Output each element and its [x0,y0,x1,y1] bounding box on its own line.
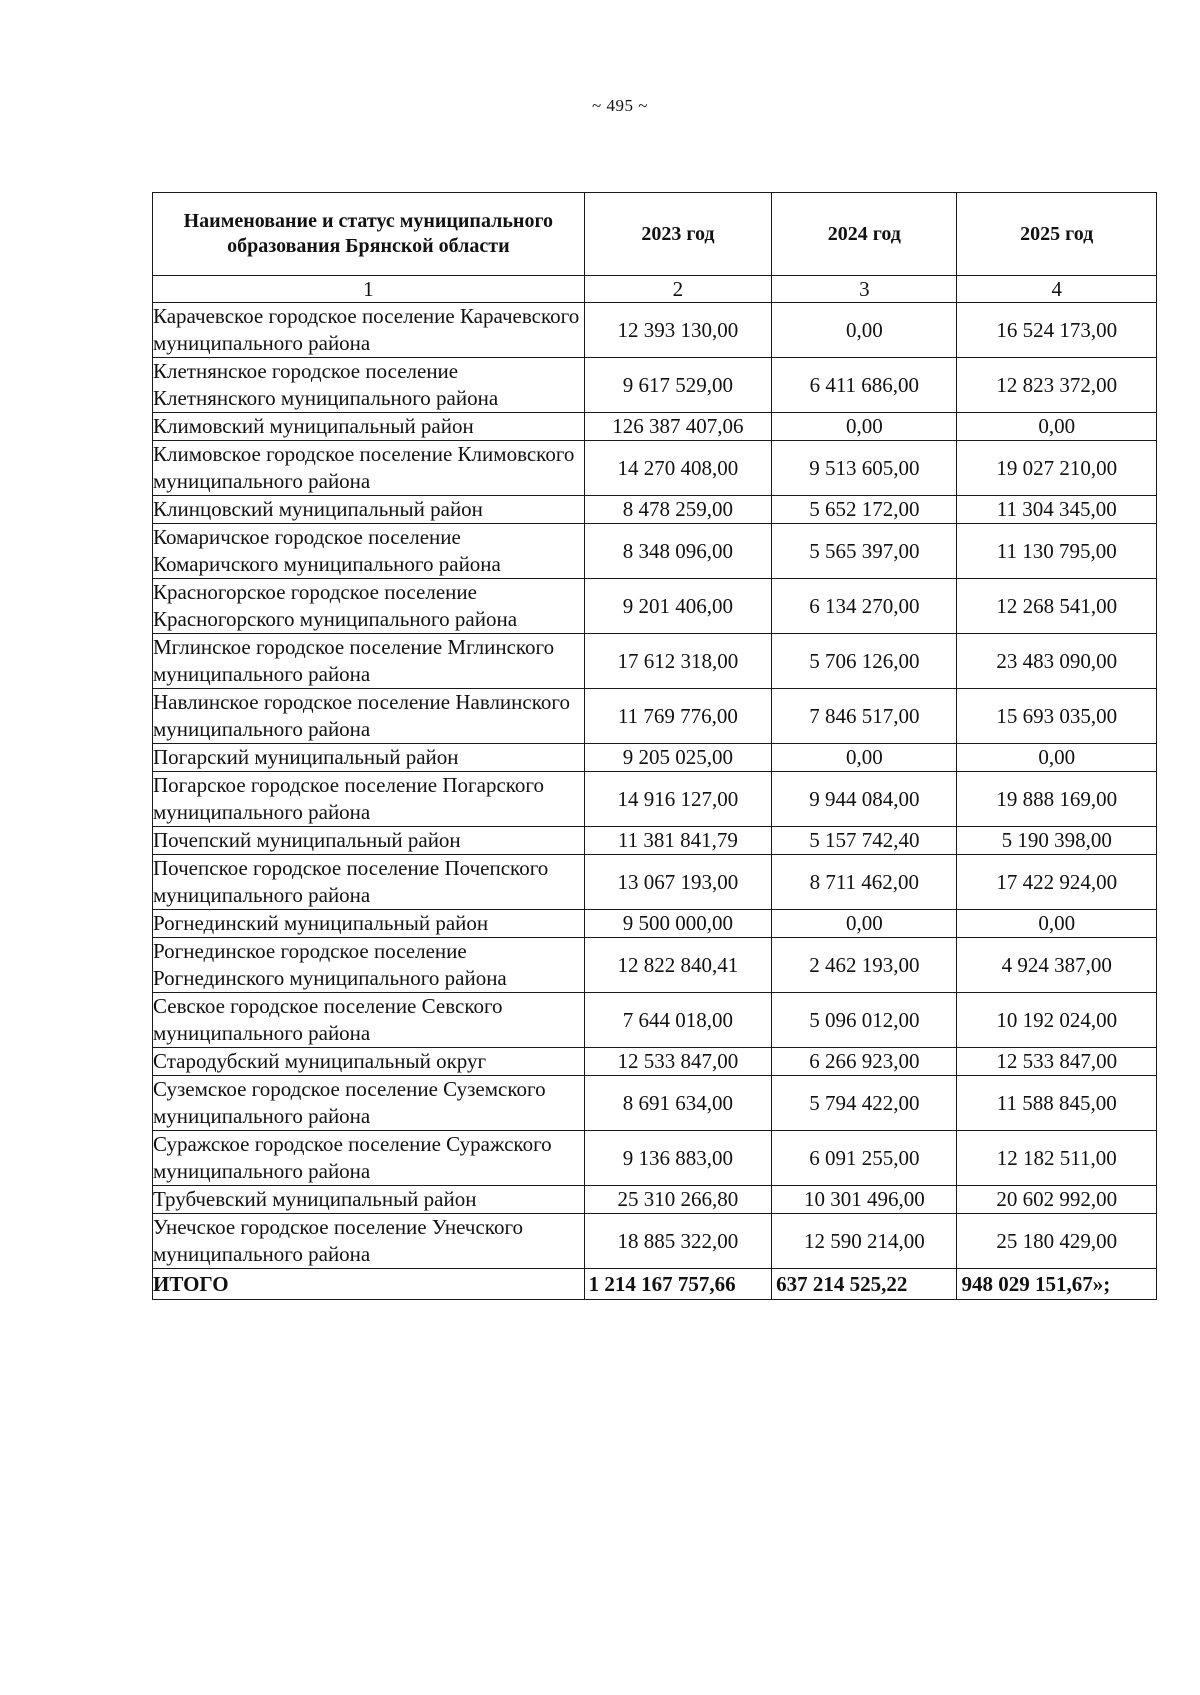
value-2023: 9 617 529,00 [584,358,772,413]
header-2025: 2025 год [957,193,1157,276]
table-row [153,303,1157,358]
value-2023: 14 916 127,00 [584,772,772,827]
value-2025: 10 192 024,00 [957,993,1157,1048]
value-2024: 5 794 422,00 [772,1076,957,1131]
column-number: 3 [772,276,957,303]
table-row [153,634,1157,689]
municipality-name: Погарское городское поселение Погарского муниципального района [153,772,585,827]
value-2023: 17 612 318,00 [584,634,772,689]
value-2025: 19 888 169,00 [957,772,1157,827]
column-number: 2 [584,276,772,303]
value-2025: 20 602 992,00 [957,1186,1157,1214]
total-2025: 948 029 151,67»; [957,1269,1157,1300]
municipality-name: Почепское городское поселение Почепского муниципального района [153,855,585,910]
table-row [153,579,1157,634]
value-2025: 15 693 035,00 [957,689,1157,744]
value-2023: 126 387 407,06 [584,413,772,441]
table-row [153,689,1157,744]
value-2023: 8 691 634,00 [584,1076,772,1131]
value-2023: 8 478 259,00 [584,496,772,524]
municipality-name: Красногорское городское поселение Красногорского муниципального района [153,579,585,634]
value-2023: 13 067 193,00 [584,855,772,910]
value-2023: 9 136 883,00 [584,1131,772,1186]
header-name: Наименование и статус муниципального образования Брянской области [153,193,585,276]
value-2023: 12 533 847,00 [584,1048,772,1076]
municipality-name: Почепский муниципальный район [153,827,585,855]
column-number-row [153,276,1157,303]
value-2023: 9 205 025,00 [584,744,772,772]
page-number: ~ 495 ~ [592,96,648,115]
municipality-name: Трубчевский муниципальный район [153,1186,585,1214]
value-2024: 5 565 397,00 [772,524,957,579]
municipality-name: Клинцовский муниципальный район [153,496,585,524]
value-2023: 8 348 096,00 [584,524,772,579]
table-row [153,358,1157,413]
value-2024: 2 462 193,00 [772,938,957,993]
column-number: 4 [957,276,1157,303]
value-2024: 0,00 [772,910,957,938]
column-number: 1 [153,276,585,303]
value-2025: 5 190 398,00 [957,827,1157,855]
value-2024: 7 846 517,00 [772,689,957,744]
table-row [153,1131,1157,1186]
total-label: ИТОГО [153,1269,585,1300]
value-2023: 7 644 018,00 [584,993,772,1048]
total-2024: 637 214 525,22 [772,1269,957,1300]
value-2025: 11 304 345,00 [957,496,1157,524]
value-2025: 23 483 090,00 [957,634,1157,689]
table-row [153,1048,1157,1076]
value-2024: 0,00 [772,303,957,358]
table-row [153,496,1157,524]
value-2023: 9 201 406,00 [584,579,772,634]
value-2025: 11 588 845,00 [957,1076,1157,1131]
value-2025: 12 533 847,00 [957,1048,1157,1076]
value-2025: 4 924 387,00 [957,938,1157,993]
municipality-name: Мглинское городское поселение Мглинского муниципального района [153,634,585,689]
value-2025: 12 182 511,00 [957,1131,1157,1186]
value-2023: 11 381 841,79 [584,827,772,855]
table-row [153,524,1157,579]
value-2024: 5 652 172,00 [772,496,957,524]
municipality-name: Комаричское городское поселение Комаричского муниципального района [153,524,585,579]
value-2023: 11 769 776,00 [584,689,772,744]
budget-table [152,192,1157,1300]
value-2023: 14 270 408,00 [584,441,772,496]
value-2024: 8 711 462,00 [772,855,957,910]
value-2023: 18 885 322,00 [584,1214,772,1269]
value-2024: 0,00 [772,744,957,772]
municipality-name: Рогнединское городское поселение Рогнединского муниципального района [153,938,585,993]
table-row [153,1214,1157,1269]
value-2024: 0,00 [772,413,957,441]
value-2025: 11 130 795,00 [957,524,1157,579]
value-2024: 12 590 214,00 [772,1214,957,1269]
header-row [153,193,1157,276]
municipality-name: Клетнянское городское поселение Клетнянского муниципального района [153,358,585,413]
value-2024: 6 266 923,00 [772,1048,957,1076]
table-row [153,1186,1157,1214]
header-2023: 2023 год [584,193,772,276]
value-2025: 12 268 541,00 [957,579,1157,634]
total-row [153,1269,1157,1300]
value-2025: 12 823 372,00 [957,358,1157,413]
value-2025: 0,00 [957,910,1157,938]
value-2025: 17 422 924,00 [957,855,1157,910]
municipality-name: Навлинское городское поселение Навлинского муниципального района [153,689,585,744]
value-2025: 19 027 210,00 [957,441,1157,496]
value-2024: 9 513 605,00 [772,441,957,496]
municipality-name: Унечское городское поселение Унечского муниципального района [153,1214,585,1269]
value-2025: 16 524 173,00 [957,303,1157,358]
value-2025: 25 180 429,00 [957,1214,1157,1269]
table-row [153,744,1157,772]
municipality-name: Рогнединский муниципальный район [153,910,585,938]
value-2023: 9 500 000,00 [584,910,772,938]
municipality-name: Суражское городское поселение Суражского муниципального района [153,1131,585,1186]
table-row [153,827,1157,855]
total-2023: 1 214 167 757,66 [584,1269,772,1300]
municipality-name: Стародубский муниципальный округ [153,1048,585,1076]
municipality-name: Климовский муниципальный район [153,413,585,441]
value-2025: 0,00 [957,744,1157,772]
value-2024: 5 706 126,00 [772,634,957,689]
table-row [153,441,1157,496]
table-row [153,1076,1157,1131]
value-2023: 25 310 266,80 [584,1186,772,1214]
value-2025: 0,00 [957,413,1157,441]
value-2024: 6 091 255,00 [772,1131,957,1186]
header-2024: 2024 год [772,193,957,276]
table-row [153,993,1157,1048]
value-2024: 5 157 742,40 [772,827,957,855]
table-row [153,772,1157,827]
municipality-name: Севское городское поселение Севского муниципального района [153,993,585,1048]
value-2024: 6 134 270,00 [772,579,957,634]
municipality-name: Погарский муниципальный район [153,744,585,772]
municipality-name: Суземское городское поселение Суземского муниципального района [153,1076,585,1131]
table-row [153,413,1157,441]
value-2024: 10 301 496,00 [772,1186,957,1214]
value-2024: 5 096 012,00 [772,993,957,1048]
value-2023: 12 822 840,41 [584,938,772,993]
table-row [153,938,1157,993]
value-2024: 6 411 686,00 [772,358,957,413]
value-2023: 12 393 130,00 [584,303,772,358]
municipality-name: Климовское городское поселение Климовского муниципального района [153,441,585,496]
table-row [153,855,1157,910]
table-row [153,910,1157,938]
municipality-name: Карачевское городское поселение Карачевского муниципального района [153,303,585,358]
value-2024: 9 944 084,00 [772,772,957,827]
